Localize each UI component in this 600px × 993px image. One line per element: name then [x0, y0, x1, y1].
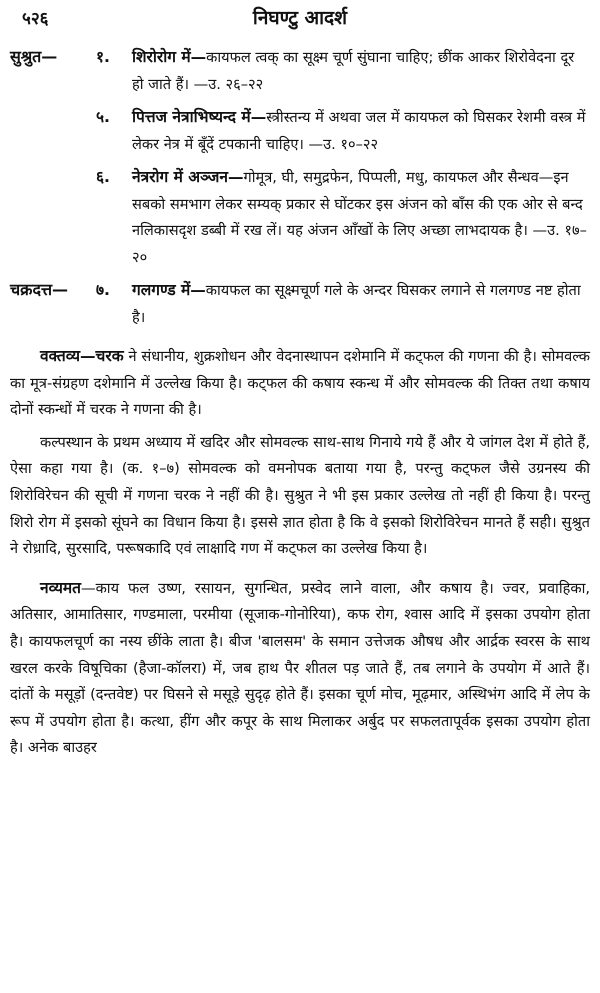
entry-sushruta-5: [10, 104, 590, 158]
entry-heading: नेत्ररोग में अञ्जन—: [132, 168, 244, 186]
page-number: ५२६: [22, 9, 49, 29]
entry-body: [132, 277, 590, 331]
page-header: [10, 4, 590, 34]
entry-body: [132, 104, 590, 158]
entry-sushruta-1: [10, 44, 590, 98]
entry-text: कायफल का सूक्ष्मचूर्ण गले के अन्दर घिसकर लगाने से गलगण्ड नष्ट होता है।: [132, 282, 581, 326]
entry-chakradatta-7: [10, 277, 590, 331]
navyamat-text: —काय फल उष्ण, रसायन, सुगन्धित, प्रस्वेद लाने वाला, और कषाय है। ज्वर, प्रवाहिका, अतिसार, आमातिसार, गण्डमाला, परमीया (सूजाक-गोनोरिया), कफ रोग, श्वास आदि में इसका उपयोग होता है। कायफलचूर्ण का नस्य छींके लाता है। बीज 'बालसम' के समान उत्तेजक औषध और आर्द्रक स्वरस के साथ खरल करके विषूचिका (हैजा-कॉलरा) में, जब हाथ पैर शीतल पड़ जाते हैं, तब लगाने के उपयोग में आते हैं। दांतों के मसूड़ों (दन्तवेष्ट) पर घिसने से मसूड़े सुदृढ़ होते हैं। इसका चूर्ण मोच, मूढ़मार, अस्थिभंग आदि में लेप के रूप में उपयोग होता है। कत्था, हींग और कपूर के साथ मिलाकर अर्बुद पर सफलतापूर्वक इसका उपयोग होता है। अनेक बाउहर: [10, 579, 590, 757]
entry-text: स्त्रीस्तन्य में अथवा जल में कायफल को घिसकर रेशमी वस्त्र में लेकर नेत्र में बूँदें टपकानी चाहिए। —उ. १०–२२: [132, 109, 586, 153]
entry-source: सुश्रुत—: [10, 47, 58, 66]
vaktavya-paragraph-2: कल्पस्थान के प्रथम अध्याय में खदिर और सोमवल्क साथ-साथ गिनाये गये हैं और ये जांगल देश में होते हैं, ऐसा कहा गया है। (क. १–७) सोमवल्क को वमनोपक बताया गया है, परन्तु कट्फल जैसे उग्रनस्य की शिरोविरेचन की सूची में गणना चरक ने नहीं की है। सुश्रुत ने भी इस प्रकार उल्लेख तो नहीं ही किया है। परन्तु शिरो रोग में इसको सूंघने का विधान किया है। इससे ज्ञात होता है कि वे इसको शिरोविरेचन मानते हैं सही। सुश्रुत ने रोध्रादि, सुरसादि, परूषकादि एवं लाक्षादि गण में कट्फल का उल्लेख किया है।: [10, 433, 590, 558]
entry-number: ७.: [96, 281, 110, 299]
navyamat-paragraph: [10, 575, 590, 762]
entry-text: कायफल त्वक् का सूक्ष्म चूर्ण सुंघाना चाहिए; छींक आकर शिरोवेदना दूर हो जाते हैं। —उ. २६–२२: [132, 49, 575, 93]
entry-heading: पित्तज नेत्राभिष्यन्द में—: [132, 108, 267, 126]
entry-number: १.: [96, 48, 110, 66]
entry-number: ५.: [96, 108, 110, 126]
entry-text: गोमूत्र, घी, समुद्रफेन, पिप्पली, मधु, कायफल और सैन्धव—इन सबको समभाग लेकर सम्यक् प्रकार से घोंटकर इस अंजन को बाँस की एक ओर से बन्द नलिकासदृश डब्बी में रख लें। यह अंजन आँखों के लिए अच्छा लाभदायक है। —उ. १७–२०: [132, 169, 587, 266]
navyamat-label: नव्यमत: [40, 578, 81, 597]
entry-number: ६.: [96, 168, 110, 186]
running-title: निघण्टु आदर्श: [252, 7, 348, 29]
entry-heading: शिरोरोग में—: [132, 48, 207, 66]
entry-heading: गलगण्ड में—: [132, 281, 206, 299]
entry-body: [132, 164, 590, 271]
vaktavya-text-1: ने संधानीय, शुक्रशोधन और वेदनास्थापन दशेमानि में कट्फल की गणना की है। सोमवल्क का मूत्र-संग्रहण दशेमानि में उल्लेख किया है। कट्फल की कषाय स्कन्ध में और सोमवल्क की तिक्त तथा कषाय दोनों स्कन्धों में चरक ने गणना की है।: [10, 348, 590, 419]
entry-source: [10, 164, 96, 271]
vaktavya-paragraph-1: [10, 343, 590, 424]
entry-body: [132, 44, 590, 98]
entry-source: चक्रदत्त—: [10, 280, 69, 299]
vaktavya-label: वक्तव्य—चरक: [40, 347, 124, 365]
entry-source: [10, 104, 96, 158]
entry-sushruta-6: [10, 164, 590, 271]
